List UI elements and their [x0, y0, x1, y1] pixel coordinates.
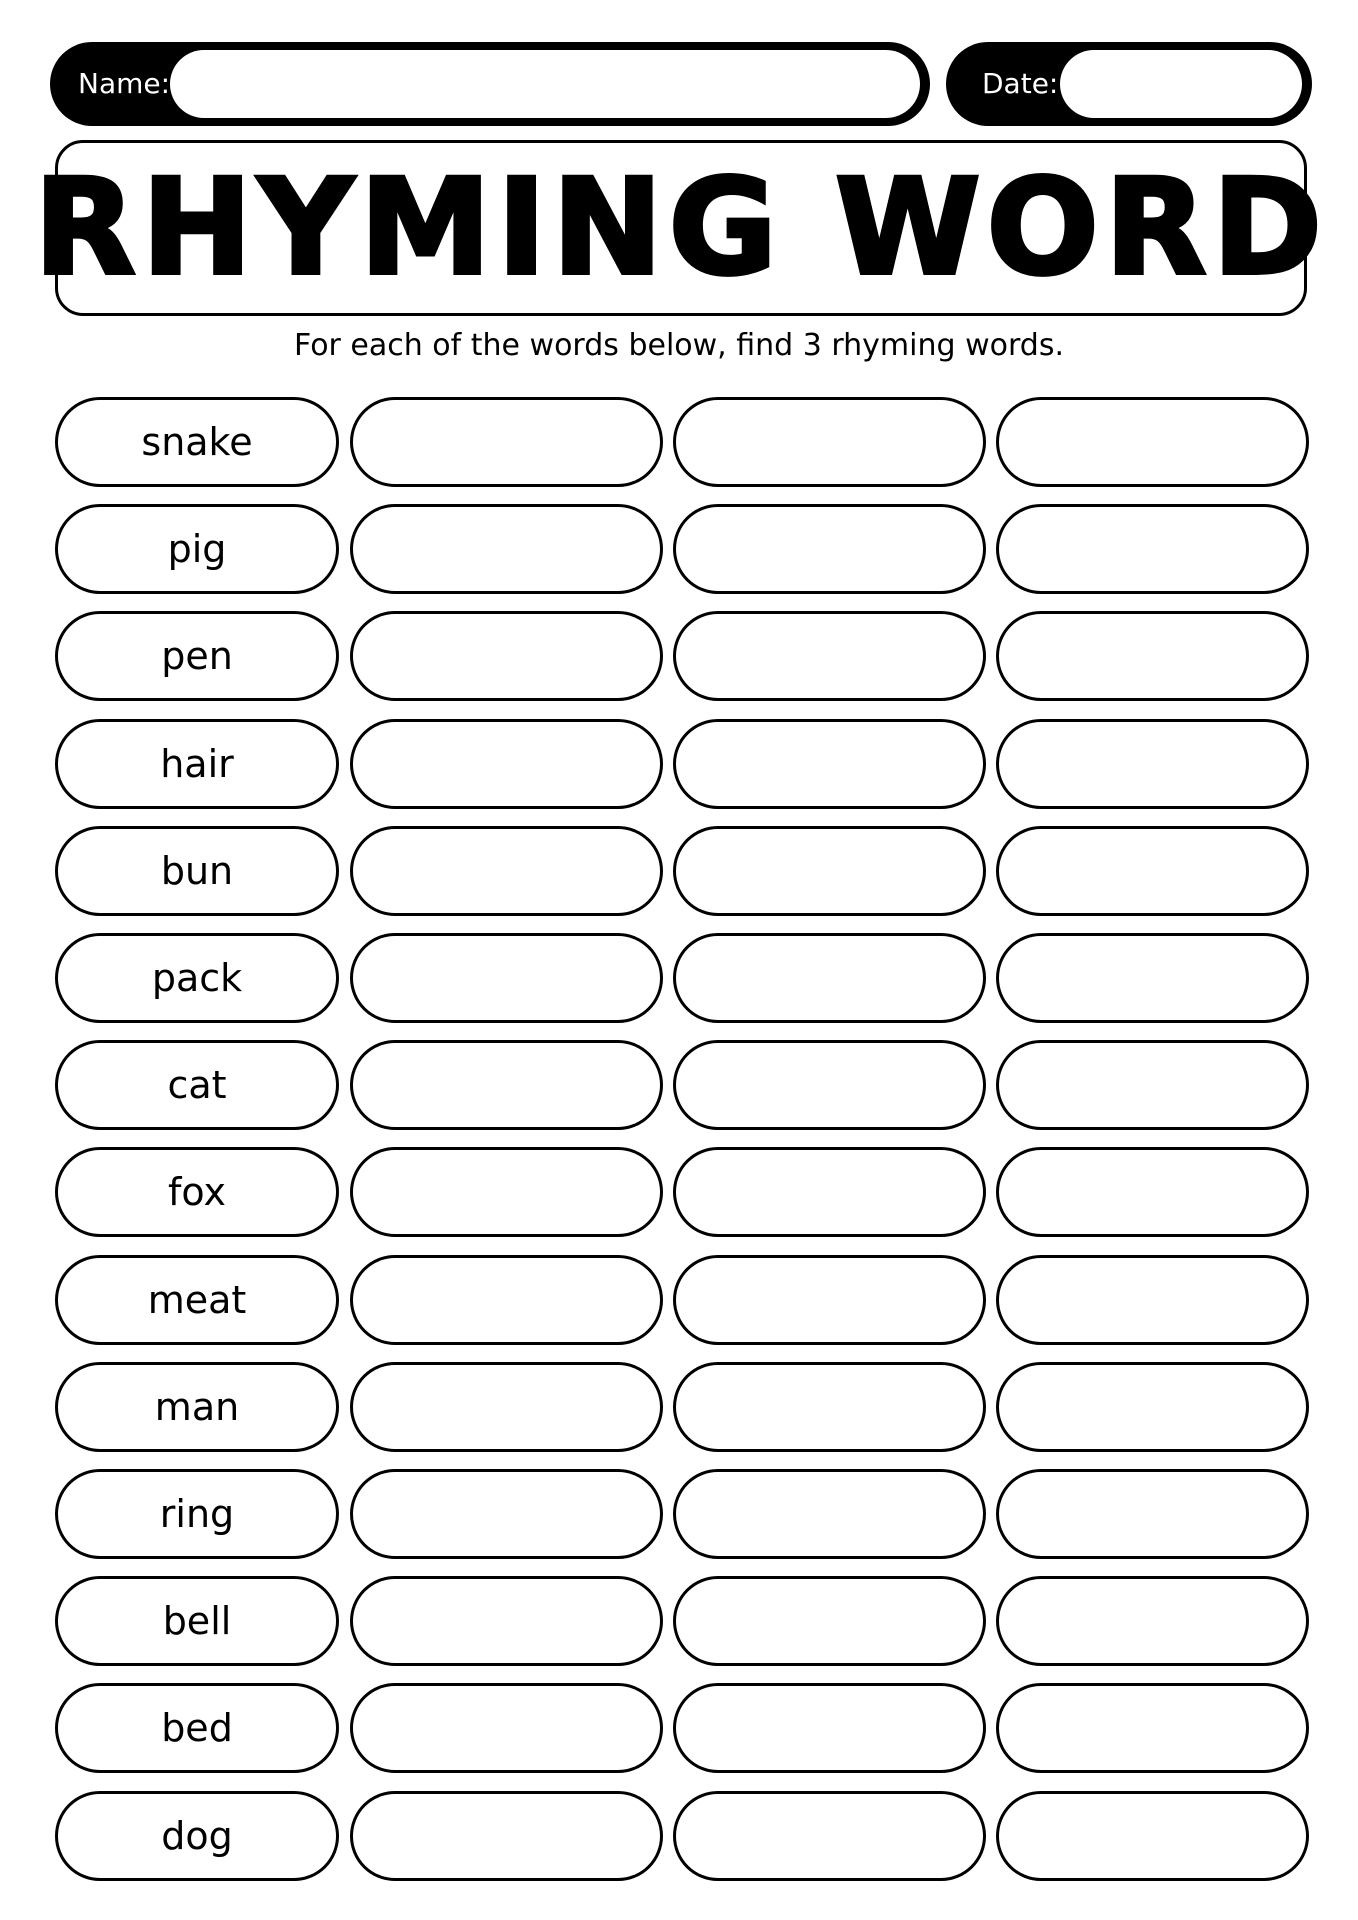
rhyme-answer-field-1[interactable] [353, 936, 660, 1020]
word-pill [55, 611, 339, 701]
word-label: ring [159, 1492, 235, 1536]
word-pill [55, 826, 339, 916]
answer-pill [673, 1255, 986, 1345]
answer-pill [673, 1791, 986, 1881]
word-pill [55, 1576, 339, 1666]
table-row [0, 826, 1358, 916]
table-row [0, 1362, 1358, 1452]
word-label: man [154, 1385, 240, 1429]
word-label: pen [161, 634, 233, 678]
answer-pill [350, 1576, 663, 1666]
answer-pill [673, 719, 986, 809]
word-pill [55, 719, 339, 809]
rhyme-answer-field-3[interactable] [999, 1150, 1306, 1234]
answer-pill [996, 1362, 1309, 1452]
table-row [0, 1791, 1358, 1881]
answer-pill [673, 1576, 986, 1666]
answer-pill [996, 1147, 1309, 1237]
rhyme-answer-field-3[interactable] [999, 1043, 1306, 1127]
answer-pill [350, 1362, 663, 1452]
table-row [0, 933, 1358, 1023]
name-field[interactable] [170, 50, 920, 118]
rhyme-answer-field-3[interactable] [999, 614, 1306, 698]
rhyme-answer-field-2[interactable] [676, 936, 983, 1020]
rhyme-answer-field-3[interactable] [999, 829, 1306, 913]
answer-pill [996, 933, 1309, 1023]
answer-pill [350, 933, 663, 1023]
table-row [0, 719, 1358, 809]
answer-pill [996, 1255, 1309, 1345]
rhyme-answer-field-2[interactable] [676, 829, 983, 913]
answer-pill [350, 719, 663, 809]
answer-pill [350, 611, 663, 701]
word-label: bell [162, 1599, 232, 1643]
rhyme-answer-field-2[interactable] [676, 1472, 983, 1556]
date-label: Date: [982, 67, 1059, 100]
table-row [0, 397, 1358, 487]
rhyme-answer-field-3[interactable] [999, 936, 1306, 1020]
answer-pill [996, 1791, 1309, 1881]
word-pill [55, 504, 339, 594]
table-row [0, 1469, 1358, 1559]
rhyme-answer-field-3[interactable] [999, 507, 1306, 591]
rhyme-answer-field-2[interactable] [676, 1686, 983, 1770]
word-pill [55, 933, 339, 1023]
rhyme-answer-field-1[interactable] [353, 1472, 660, 1556]
rhyme-answer-field-2[interactable] [676, 614, 983, 698]
table-row [0, 504, 1358, 594]
rhyme-answer-field-1[interactable] [353, 1043, 660, 1127]
rhyme-answer-field-2[interactable] [676, 400, 983, 484]
table-row [0, 1040, 1358, 1130]
instructions: For each of the words below, find 3 rhyming words. [294, 328, 1064, 363]
rhyme-answer-field-2[interactable] [676, 1579, 983, 1663]
rhyme-answer-field-3[interactable] [999, 1686, 1306, 1770]
name-label: Name: [78, 67, 171, 100]
rhyme-answer-field-1[interactable] [353, 1365, 660, 1449]
answer-pill [996, 1040, 1309, 1130]
word-label: cat [167, 1063, 227, 1107]
answer-pill [996, 397, 1309, 487]
rhyme-answer-field-3[interactable] [999, 1472, 1306, 1556]
rhyme-answer-field-1[interactable] [353, 829, 660, 913]
word-label: bun [160, 849, 234, 893]
rhyme-answer-field-2[interactable] [676, 1150, 983, 1234]
rhyme-answer-field-3[interactable] [999, 400, 1306, 484]
word-pill [55, 1362, 339, 1452]
rhyme-answer-field-1[interactable] [353, 1686, 660, 1770]
answer-pill [996, 826, 1309, 916]
word-label: snake [141, 420, 253, 464]
answer-pill [350, 1791, 663, 1881]
name-bar [50, 42, 930, 126]
table-row [0, 1576, 1358, 1666]
rhyme-answer-field-1[interactable] [353, 1150, 660, 1234]
answer-pill [350, 1040, 663, 1130]
word-label: bed [161, 1706, 233, 1750]
rhyme-answer-field-2[interactable] [676, 1258, 983, 1342]
answer-pill [673, 1040, 986, 1130]
answer-pill [673, 826, 986, 916]
word-pill [55, 397, 339, 487]
rhyme-answer-field-3[interactable] [999, 1579, 1306, 1663]
answer-pill [996, 1576, 1309, 1666]
answer-pill [673, 933, 986, 1023]
word-pill [55, 1469, 339, 1559]
answer-pill [996, 611, 1309, 701]
rhyme-answer-field-1[interactable] [353, 1579, 660, 1663]
rhyme-answer-field-3[interactable] [999, 722, 1306, 806]
rhyme-answer-field-1[interactable] [353, 400, 660, 484]
answer-pill [350, 1255, 663, 1345]
answer-pill [996, 504, 1309, 594]
table-row [0, 1683, 1358, 1773]
rhyme-answer-field-2[interactable] [676, 1794, 983, 1878]
answer-pill [350, 1147, 663, 1237]
title-box [34, 140, 1328, 316]
date-bar [946, 42, 1312, 126]
answer-pill [673, 611, 986, 701]
word-pill [55, 1683, 339, 1773]
answer-pill [673, 1147, 986, 1237]
answer-pill [350, 1683, 663, 1773]
word-label: pig [167, 527, 227, 571]
rhyme-answer-field-1[interactable] [353, 507, 660, 591]
word-label: hair [160, 742, 234, 786]
table-row [0, 611, 1358, 701]
word-pill [55, 1255, 339, 1345]
page-title: RHYMING WORD [34, 151, 1328, 305]
answer-pill [350, 1469, 663, 1559]
word-label: fox [168, 1170, 226, 1214]
answer-pill [996, 1683, 1309, 1773]
table-row [0, 1147, 1358, 1237]
rhyme-answer-field-1[interactable] [353, 1794, 660, 1878]
rhyme-answer-field-2[interactable] [676, 1043, 983, 1127]
answer-pill [673, 1683, 986, 1773]
rhyme-answer-field-3[interactable] [999, 1365, 1306, 1449]
word-label: dog [161, 1814, 233, 1858]
answer-pill [350, 826, 663, 916]
rhyme-answer-field-3[interactable] [999, 1794, 1306, 1878]
answer-pill [673, 504, 986, 594]
rhyme-answer-field-2[interactable] [676, 722, 983, 806]
answer-pill [673, 397, 986, 487]
date-field[interactable] [1060, 50, 1302, 118]
table-row [0, 1255, 1358, 1345]
rhyme-answer-field-3[interactable] [999, 1258, 1306, 1342]
answer-pill [996, 1469, 1309, 1559]
answer-pill [673, 1362, 986, 1452]
word-pill [55, 1147, 339, 1237]
answer-pill [673, 1469, 986, 1559]
word-label: pack [151, 956, 243, 1000]
rhyme-answer-field-1[interactable] [353, 1258, 660, 1342]
word-label: meat [147, 1278, 247, 1322]
rhyme-answer-field-2[interactable] [676, 507, 983, 591]
rhyme-answer-field-1[interactable] [353, 722, 660, 806]
answer-pill [350, 397, 663, 487]
answer-pill [996, 719, 1309, 809]
answer-pill [350, 504, 663, 594]
word-pill [55, 1791, 339, 1881]
rhyme-answer-field-1[interactable] [353, 614, 660, 698]
word-pill [55, 1040, 339, 1130]
rhyme-answer-field-2[interactable] [676, 1365, 983, 1449]
